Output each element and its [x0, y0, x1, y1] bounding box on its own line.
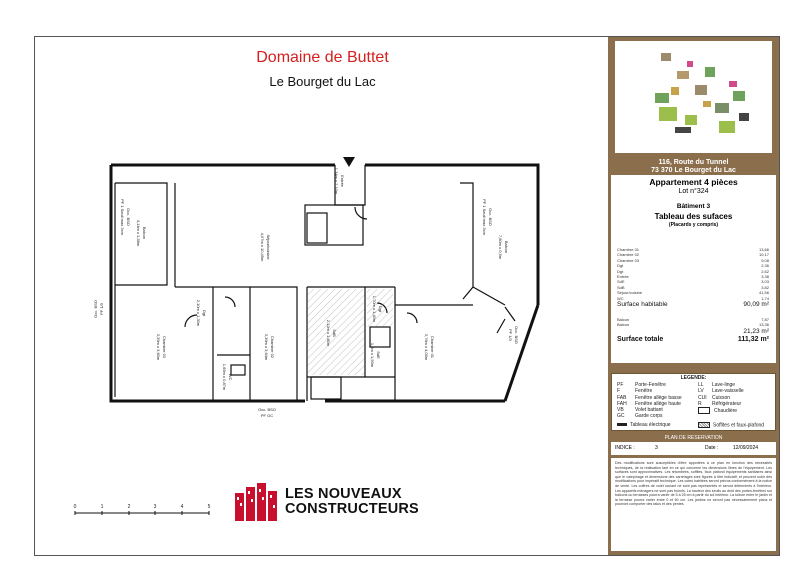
svg-text:5: 5 [207, 504, 211, 510]
disclaimer-notes: Des modifications sont susceptibles d'être apportées à ce plan en fonction des nécessités techniques, de la réalisation tant en ce qui concerne les dimensions libres de l'équipement. Les surfaces sont approximatives. Les retombées, soffites, faux plafond équipements sanitaires ainsi que le calepinage et dimensions des carrelages sont figurés à titre indicatif, et peuvent subir des modifications pour impératif technique. Les cotes habitées seront prévus conformément à la notice de vente. Les coffres de volet roulant ne sont pas représentés et seront déterminés à l'intérieur. Les appareils ménagers ne sont pas fournis. La hauteur des seuils au droit des portes-fenêtres sur balcons ou terrasses pourra varier de 5 à 25 cm à partir du sol intérieur. La toiture entre le jardin et la terrasse pourra varier entre 0 et 60 cm. Les jardins ne seront pas nécessairement plans et pourront comporter des talus et des pentes. [611, 458, 776, 551]
entrance-arrow-icon [343, 157, 355, 167]
legend-title: LEGENDE: [680, 375, 707, 381]
table-row: Balcon 13,36 [617, 322, 769, 328]
label-occ-left: Occ. BSOPF 1 Seuil max 3cm [120, 199, 131, 235]
floor-plan [35, 37, 610, 555]
surface-table-subtitle: (Placards y compris) [668, 222, 719, 228]
annex-total-row: 21,23 m² [743, 327, 769, 335]
apartment-type: Appartement 4 pièces [649, 177, 738, 187]
room-entree: Entrée1,34m x 2,10m [334, 167, 345, 195]
legend-tableau: Tableau électrique [617, 422, 671, 428]
table-row: Dgt 2,36 [617, 263, 769, 269]
room-sde: SdE1,5m x 1,50m [370, 342, 381, 368]
surface-totale-row: Surface totale 111,32 m² [617, 335, 769, 343]
svg-text:1: 1 [100, 504, 104, 510]
table-row: Chambre 01 13,66 [617, 247, 769, 252]
plan-info-bar [611, 435, 776, 455]
logo-line-2: CONSTRUCTEURS [285, 501, 419, 517]
label-occ-right: Occ. BSOPF 1 Seuil max 3cm [482, 199, 493, 235]
scale-bar [74, 504, 211, 515]
room-balcon-right: Balcon7,80m x 0,5m [498, 234, 509, 260]
legend-soffites: Soffites et faux-plafond [698, 422, 764, 429]
svg-text:0: 0 [73, 504, 77, 510]
label-occ-left-low: Occ. BSOPF 1/3 [93, 300, 104, 318]
chaudiere-icon [698, 407, 710, 414]
room-chambre-03: Chambre 033,39m x 3,60m [156, 333, 167, 361]
building-location-map [615, 41, 772, 153]
table-row: Chambre 02 10,17 [617, 252, 769, 258]
surface-table-title: Tableau des sufaces [654, 212, 733, 221]
table-row: Entrée 3,38 [617, 274, 769, 280]
legend-left-list: PF Porte-Fenêtre F Fenêtre FAB Fenêtre allège basse FAH Fenêtre allège haute VB Volet battant GC Garde corps [617, 382, 682, 420]
project-subtitle: Le Bourget du Lac [269, 74, 376, 89]
date-label: Date : [705, 445, 719, 451]
logo-line-1: LES NOUVEAUX [285, 486, 402, 502]
legend-panel [611, 373, 776, 431]
room-sdb: SdB2,12m x 1,80m [326, 319, 337, 347]
address-line-1: 116, Route du Tunnel [658, 159, 729, 166]
room-chambre-02: Chambre 023,39m x 3,64m [264, 333, 275, 361]
project-title: Domaine de Buttet [256, 49, 389, 66]
legend-right-list: LL Lave-linge LV Lave-vaisselle CUI Cuisson R Réfrigérateur Chaudière [698, 382, 744, 415]
table-row: Dgt 2,62 [617, 268, 769, 274]
table-row: WC 1,74 [617, 295, 769, 301]
les-nouveaux-constructeurs-logo-icon [233, 483, 281, 523]
label-occ-bottom: Occ. BSO PF GC [258, 407, 276, 418]
surface-habitable-row: Surface habitable 90,09 m² [617, 301, 769, 309]
indice-label: INDICE : [615, 445, 635, 451]
room-dgt-1: Dgt2,10m x 1,30m [196, 299, 207, 327]
label-occ-right-low: Occ. BSOPF 1/3 [508, 326, 519, 344]
svg-text:4: 4 [180, 504, 184, 510]
table-row: Séjour/cuisine 41,56 [617, 290, 769, 296]
svg-text:3: 3 [153, 504, 157, 510]
table-row: Chambre 03 9,08 [617, 257, 769, 263]
table-row: SdB 3,82 [617, 284, 769, 290]
building-number: Bâtiment 3 [676, 203, 711, 210]
address-line-2: 73 370 Le Bourget du Lac [651, 167, 736, 174]
soffites-icon [698, 422, 710, 428]
room-dgt-2: Dgt1,70m x 1,40m [372, 295, 383, 323]
table-row: SdE 3,03 [617, 279, 769, 285]
room-sejour: Séjour/cuisine4,07m x 10,49m [260, 232, 271, 262]
info-sidebar [608, 37, 779, 555]
surface-table-panel [611, 175, 776, 363]
room-chambre-01: Chambre 013,76m x 4,05m [424, 333, 435, 361]
tableau-electrique-icon [617, 423, 627, 426]
svg-text:2: 2 [127, 504, 131, 510]
plan-sheet [34, 36, 780, 556]
lot-number: Lot n°324 [678, 188, 709, 195]
table-row: Balcon 7,87 [617, 317, 769, 323]
indice-value: 3 [655, 445, 658, 451]
logo-text [285, 487, 419, 517]
room-balcon-left: Balcon4,14m x 1,58m [136, 219, 147, 247]
site-plan-thumbnail-icon [615, 41, 772, 153]
surface-rows [617, 247, 769, 344]
date-value: 12/09/2024 [733, 445, 759, 451]
room-wc: WC1,65m x 0,87m [222, 363, 233, 391]
plan-type: PLAN DE RESERVATION [611, 435, 776, 442]
